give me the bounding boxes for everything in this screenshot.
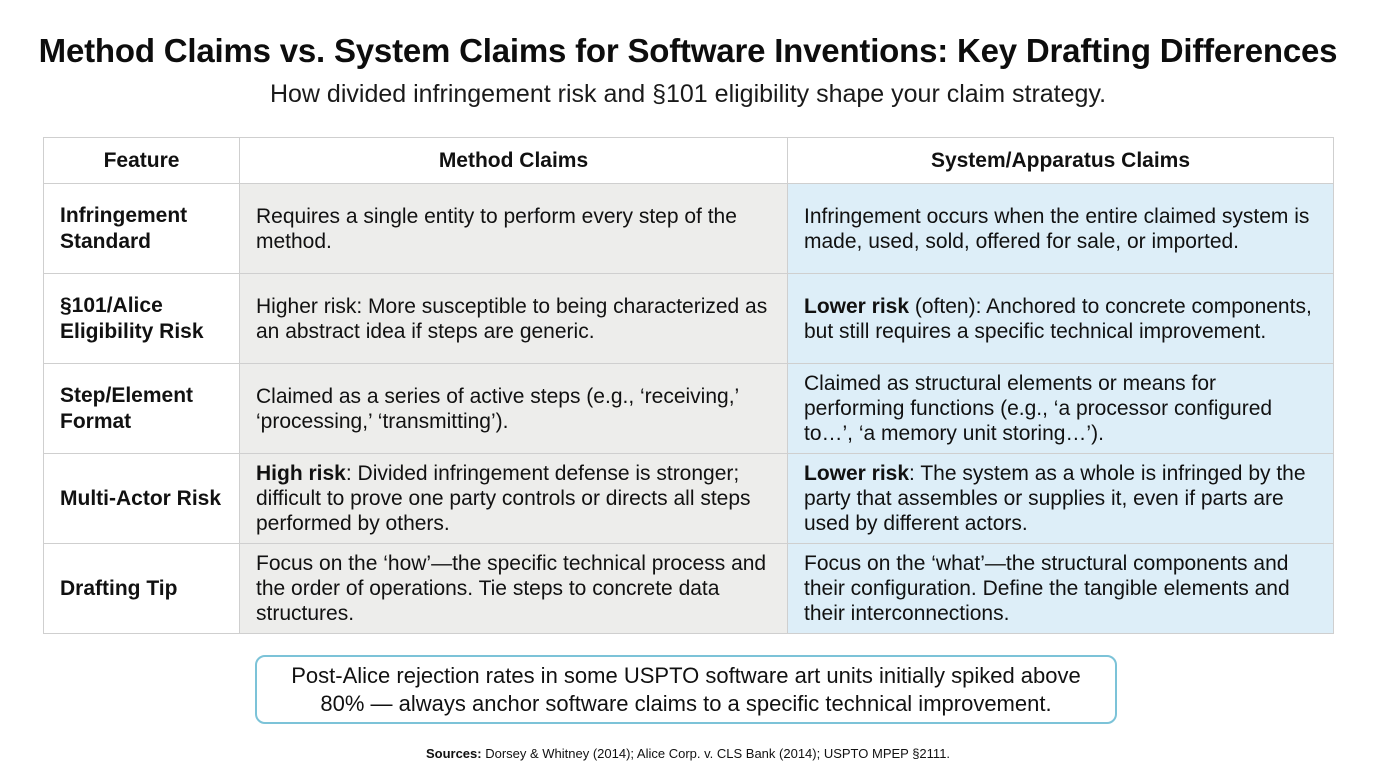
comparison-table [43, 137, 1334, 634]
system-cell [788, 364, 1334, 454]
table-row [44, 544, 1334, 634]
table-header-row [44, 138, 1334, 184]
header-system-claims: System/Apparatus Claims [788, 138, 1334, 184]
sources-text: Dorsey & Whitney (2014); Alice Corp. v. CLS Bank (2014); USPTO MPEP §2111. [481, 746, 951, 761]
table-row [44, 274, 1334, 364]
method-cell [240, 184, 788, 274]
cell-emphasis: Lower risk [804, 294, 910, 318]
table-row [44, 454, 1334, 544]
cell-text: Claimed as a series of active steps (e.g., ‘receiving,’ ‘processing,’ ‘transmitting’). [256, 384, 739, 433]
key-statistic-callout [255, 655, 1117, 724]
cell-text: (often): Anchored to concrete components, but still requires a specific technical improvement. [804, 294, 1312, 343]
sources-label: Sources: [425, 746, 482, 761]
header-feature: Feature [44, 138, 240, 184]
system-cell [788, 454, 1334, 544]
cell-emphasis: Lower risk [804, 462, 910, 485]
table-row [44, 364, 1334, 454]
system-cell [788, 274, 1334, 364]
callout-text: Post-Alice rejection rates in some USPTO software art units initially spiked above 80% — always anchor software claims to a specific technical improvement. [291, 662, 1081, 716]
method-cell [240, 454, 788, 544]
row-feature-label: Drafting Tip [44, 544, 240, 634]
cell-text: Focus on the ‘how’—the specific technical process and the order of operations. Tie steps to concrete data structures. [256, 552, 767, 625]
system-cell [788, 184, 1334, 274]
system-cell [788, 544, 1334, 634]
cell-text: Focus on the ‘what’—the structural components and their configuration. Define the tangible elements and their interconnections. [804, 552, 1290, 625]
header-method-claims: Method Claims [240, 138, 788, 184]
cell-emphasis: High risk [256, 462, 346, 485]
page-title: Method Claims vs. System Claims for Software Inventions: Key Drafting Differences [38, 32, 1338, 69]
page-subtitle: How divided infringement risk and §101 eligibility shape your claim strategy. [269, 80, 1107, 108]
cell-text: : The system as a whole is infringed by the party that assembles or supplies it, even if parts are used by different actors. [804, 462, 1306, 535]
row-feature-label: §101/Alice Eligibility Risk [44, 274, 240, 364]
row-feature-label: Multi-Actor Risk [44, 454, 240, 544]
table-row [44, 184, 1334, 274]
method-cell [240, 544, 788, 634]
cell-text: Requires a single entity to perform every step of the method. [256, 204, 737, 253]
cell-text: : Divided infringement defense is stronger; difficult to prove one party controls or directs all steps performed by others. [256, 462, 751, 535]
cell-text: Higher risk: More susceptible to being characterized as an abstract idea if steps are generic. [256, 294, 768, 343]
cell-text: Claimed as structural elements or means for performing functions (e.g., ‘a processor configured to…’, ‘a memory unit storing…’). [804, 372, 1273, 445]
method-cell [240, 274, 788, 364]
row-feature-label: Step/Element Format [44, 364, 240, 454]
cell-text: Infringement occurs when the entire claimed system is made, used, sold, offered for sale, or imported. [804, 204, 1310, 253]
sources-footer [0, 746, 1376, 761]
method-cell [240, 364, 788, 454]
row-feature-label: Infringement Standard [44, 184, 240, 274]
